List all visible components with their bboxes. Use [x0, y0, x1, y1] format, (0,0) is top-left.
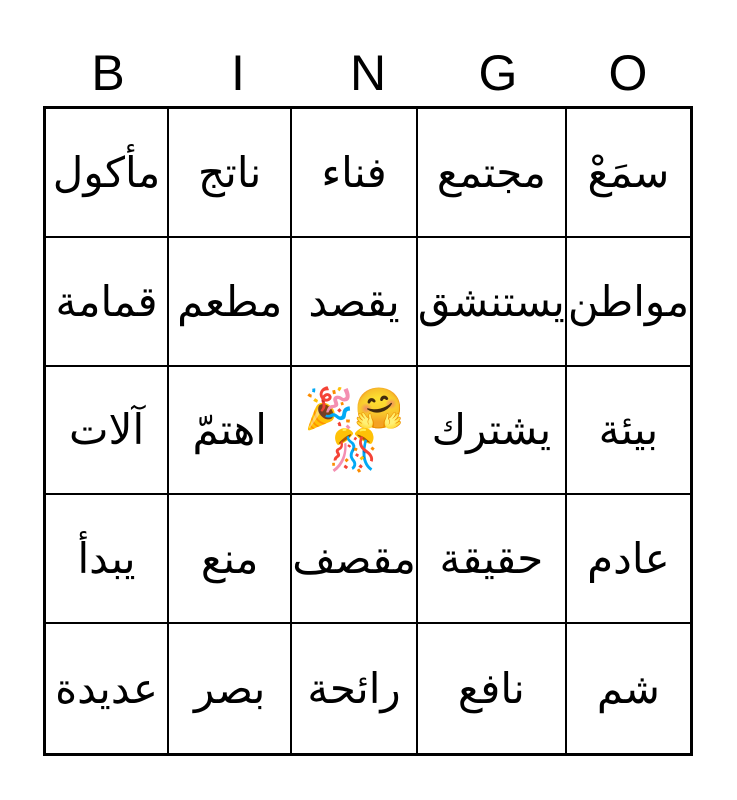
bingo-cell[interactable]: شم: [596, 665, 661, 713]
bingo-cell[interactable]: بصر: [169, 624, 292, 753]
bingo-cell[interactable]: يقصد: [292, 238, 418, 367]
bingo-cell[interactable]: مطعم: [169, 238, 292, 367]
header-letter-n: N: [349, 45, 387, 101]
bingo-cell[interactable]: منع: [169, 495, 292, 624]
bingo-cell[interactable]: يشترك: [418, 367, 567, 496]
bingo-cell[interactable]: آلات: [46, 367, 169, 496]
bingo-cell[interactable]: بيئة: [567, 367, 690, 496]
bingo-cell[interactable]: مجتمع: [418, 109, 567, 238]
bingo-cell[interactable]: سمَعْ: [567, 109, 690, 238]
confetti-emoji-icon: 🎊: [329, 428, 379, 473]
bingo-board: [43, 106, 693, 756]
bingo-cell[interactable]: حقيقة: [418, 495, 567, 624]
bingo-cell[interactable]: ناتج: [169, 109, 292, 238]
bingo-cell[interactable]: عديدة: [46, 624, 169, 753]
celebration-emoji-icon: 🎉🤗: [304, 386, 404, 431]
bingo-cell[interactable]: يستنشق: [418, 238, 567, 367]
bingo-cell[interactable]: قمامة: [46, 238, 169, 367]
free-space-cell[interactable]: [292, 367, 418, 496]
bingo-cell[interactable]: عادم: [567, 495, 690, 624]
header-letter-b: B: [91, 45, 125, 101]
bingo-cell[interactable]: رائحة: [292, 624, 418, 753]
header-letter-i: I: [231, 45, 245, 101]
header-letter-o: O: [608, 45, 648, 101]
bingo-cell[interactable]: نافع: [418, 624, 567, 753]
header-letter-g: G: [478, 45, 518, 101]
bingo-cell[interactable]: مواطن: [567, 238, 690, 367]
bingo-header: [43, 40, 693, 106]
bingo-cell[interactable]: مقصف: [292, 495, 418, 624]
bingo-cell[interactable]: فناء: [292, 109, 418, 238]
bingo-cell[interactable]: مأكول: [46, 109, 169, 238]
bingo-cell[interactable]: يبدأ: [46, 495, 169, 624]
bingo-cell[interactable]: اهتمّ: [169, 367, 292, 496]
